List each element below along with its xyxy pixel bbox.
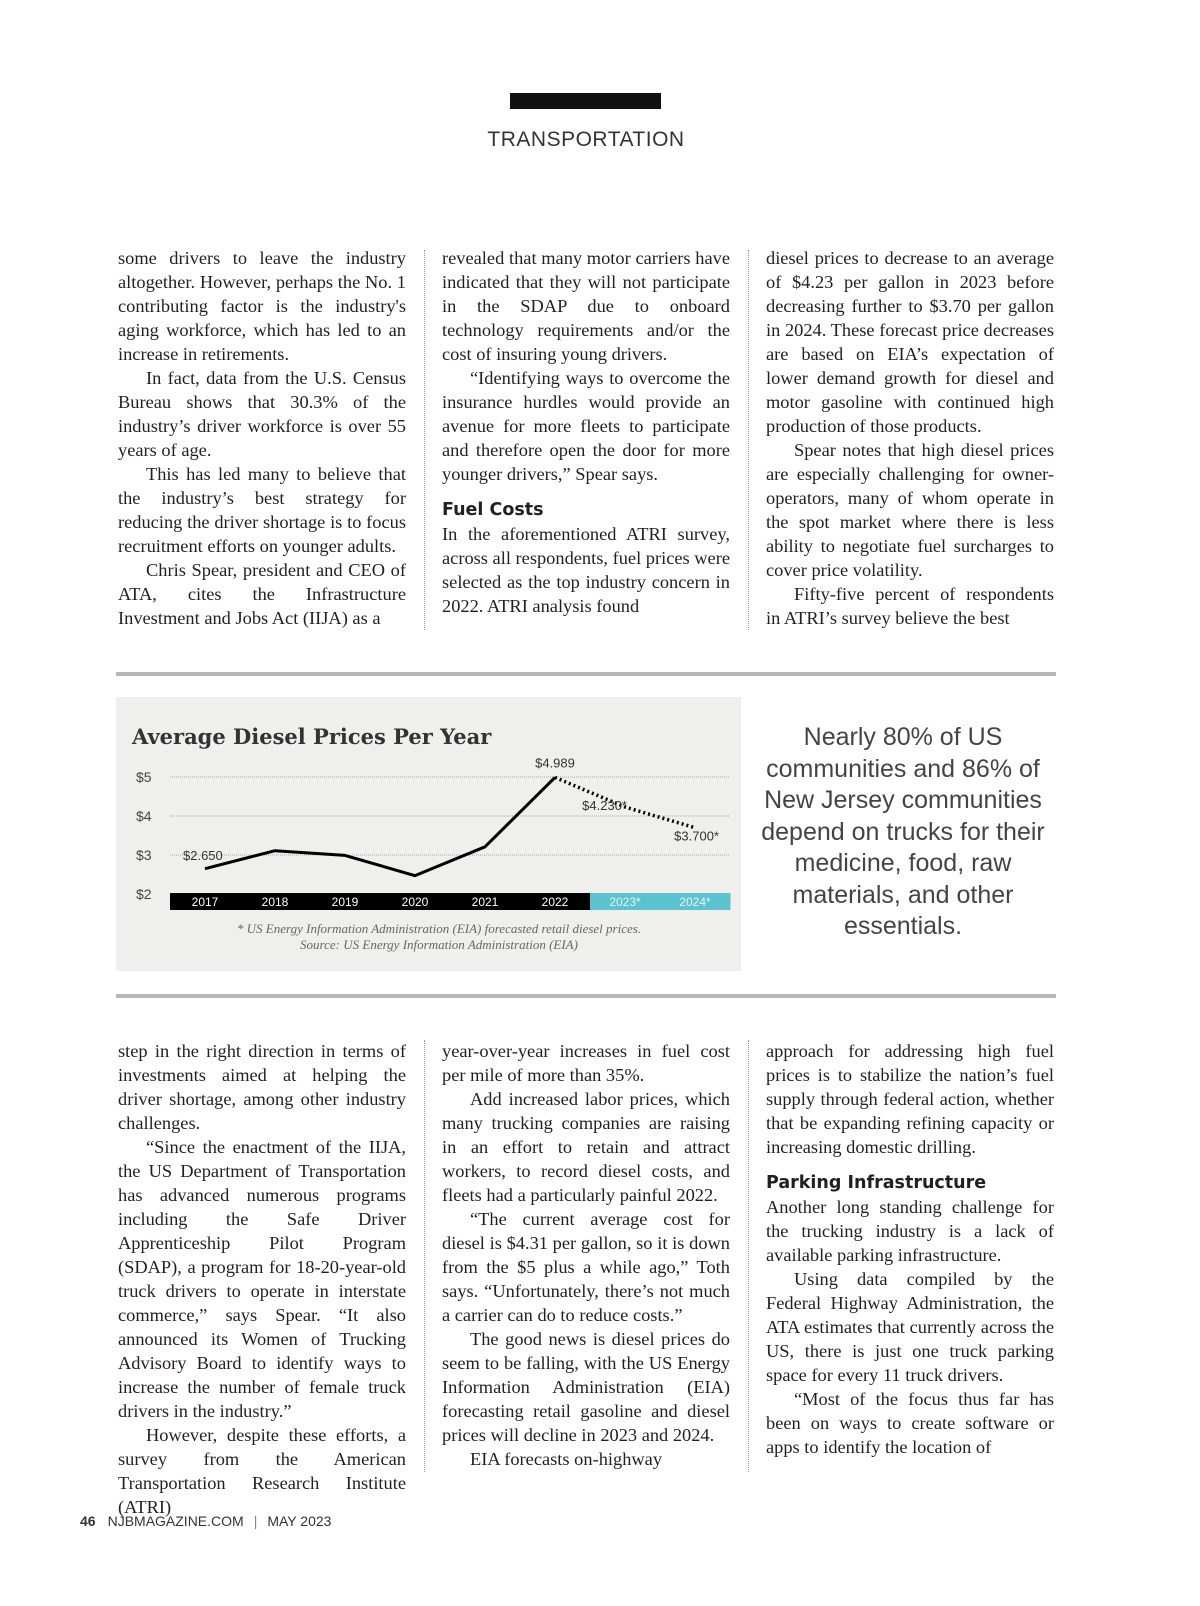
section-rule [116,994,1056,998]
paragraph: diesel prices to decrease to an average of $4.23 per gallon in 2023 before decreasing further to $3.70 per gallon in 2024. These forecast price decreases are based on EIA’s expectation of lower demand growth for diesel and motor gasoline with continued high production of those products. [766,248,1054,436]
x-tick-label: 2018 [261,895,289,909]
paragraph: Add increased labor prices, which many trucking companies are raising in an effort to retain and attract workers, to record diesel costs, and fleets had a particularly painful 2022. [442,1089,730,1205]
column-divider [424,250,425,630]
paragraph: Spear notes that high diesel prices are especially challenging for owner-operators, many of whom operate in the spot market where there is less ability to negotiate fuel surcharges to cover price volatility. [766,440,1054,580]
price-line-actual [205,777,555,875]
column-divider [424,1040,425,1472]
paragraph: EIA forecasts on-highway [470,1449,663,1469]
x-tick-label: 2017 [191,895,219,909]
data-label: $4.230* [582,798,627,814]
x-tick-label: 2022 [541,895,569,909]
chart-title: Average Diesel Prices Per Year [132,724,492,749]
subheading-fuel-costs: Fuel Costs [442,500,544,520]
paragraph: In fact, data from the U.S. Census Bureau shows that 30.3% of the industry’s driver workforce is over 55 years of age. [118,368,406,460]
x-tick-label: 2023* [609,895,641,909]
bottom-column-2 [442,1039,730,1471]
paragraph: “Identifying ways to overcome the insurance hurdles would provide an avenue for more fleets to participate and therefore open the door for more younger drivers,” Spear says. [442,368,730,484]
paragraph: However, despite these efforts, a survey from the American Transportation Research Institute (ATRI) [118,1425,406,1517]
column-divider [748,250,749,630]
pull-quote: Nearly 80% of US communities and 86% of New Jersey communities depend on trucks for their medicine, food, raw materials, and other essentials. [761,723,1045,940]
top-column-2 [442,246,730,618]
chart-source: Source: US Energy Information Administration (EIA) [300,937,578,952]
paragraph: step in the right direction in terms of investments aimed at helping the driver shortage, among other industry challenges. [118,1041,406,1133]
y-tick-label: $5 [136,769,152,785]
y-tick-label: $4 [136,808,152,824]
footer-site: NJBMAGAZINE.COM [107,1513,244,1529]
paragraph: Chris Spear, president and CEO of ATA, cites the Infrastructure Investment and Jobs Act (IIJA) as a [118,560,406,628]
bottom-column-1 [118,1039,406,1519]
paragraph: This has led many to believe that the industry’s best strategy for reducing the driver shortage is to focus recruitment efforts on younger adults. [118,464,406,556]
paragraph: “Since the enactment of the IIJA, the US Department of Transportation has advanced numerous programs including the Safe Driver Apprenticeship Pilot Program (SDAP), a program for 18-20-year-old truck drivers to operate in interstate commerce,” says Spear. “It also announced its Women of Trucking Advisory Board to identify ways to increase the number of female truck drivers in the industry.” [118,1137,406,1421]
data-label: $2.650 [183,848,223,863]
page-number: 46 [80,1513,96,1529]
top-column-1 [118,246,406,630]
footer-separator: | [253,1513,258,1529]
paragraph: Using data compiled by the Federal Highway Administration, the ATA estimates that currently across the US, there is just one truck parking space for every 11 truck drivers. [766,1269,1054,1385]
data-label: $4.989 [535,755,575,771]
page-footer [80,1513,331,1529]
paragraph: year-over-year increases in fuel cost per mile of more than 35%. [442,1041,730,1085]
paragraph: Fifty-five percent of respondents in ATRI’s survey believe the best [766,584,1054,628]
data-label: $3.700* [674,828,719,844]
column-divider [748,1040,749,1472]
y-tick-label: $3 [136,847,152,863]
chart-footnote: * US Energy Information Administration (EIA) forecasted retail diesel prices. [236,921,642,936]
top-column-3 [766,246,1054,630]
section-bar [510,93,661,109]
subheading-parking-infrastructure: Parking Infrastructure [766,1173,987,1193]
y-tick-label: $2 [136,886,152,902]
paragraph: some drivers to leave the industry altogether. However, perhaps the No. 1 contributing factor is the industry's aging workforce, which has led to an increase in retirements. [118,248,406,364]
paragraph: approach for addressing high fuel prices is to stabilize the nation’s fuel supply through federal action, whether that be expanding refining capacity or increasing domestic drilling. [766,1041,1054,1157]
bottom-column-3 [766,1039,1054,1459]
section-rule [116,672,1056,676]
diesel-price-chart [116,697,741,971]
chart-panel [116,697,741,971]
paragraph: “The current average cost for diesel is $4.31 per gallon, so it is down from the $5 plus a while ago,” Toth says. “Unfortunately, there’s not much a carrier can do to reduce costs.” [442,1209,730,1325]
footer-date: MAY 2023 [267,1513,332,1529]
paragraph: revealed that many motor carriers have indicated that they will not participate in the SDAP due to onboard technology requirements and/or the cost of insuring young drivers. [442,248,730,364]
section-title: TRANSPORTATION [487,128,685,151]
x-tick-label: 2021 [471,895,499,909]
x-tick-label: 2019 [331,895,359,909]
x-tick-label: 2024* [679,895,711,909]
paragraph: The good news is diesel prices do seem to be falling, with the US Energy Information Administration (EIA) forecasting retail gasoline and diesel prices will decline in 2023 and 2024. [442,1329,730,1445]
paragraph: “Most of the focus thus far has been on ways to create software or apps to identify the location of [766,1389,1054,1457]
x-tick-label: 2020 [401,895,429,909]
paragraph: In the aforementioned ATRI survey, across all respondents, fuel prices were selected as the top industry concern in 2022. ATRI analysis found [442,524,731,616]
paragraph: Another long standing challenge for the trucking industry is a lack of available parking infrastructure. [766,1197,1054,1265]
